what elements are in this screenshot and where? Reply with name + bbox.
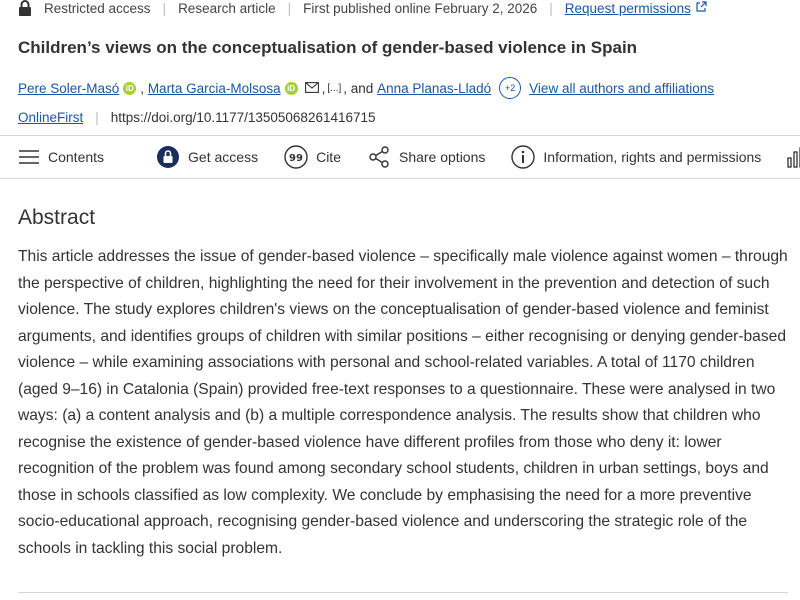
cite-button[interactable] xyxy=(284,145,341,169)
publication-date: First published online February 2, 2026 xyxy=(303,0,538,16)
get-access-button[interactable] xyxy=(156,145,258,169)
doi-row xyxy=(18,108,376,126)
menu-icon xyxy=(18,149,40,165)
contents-label: Contents xyxy=(48,149,105,165)
view-all-authors-link[interactable]: View all authors and affiliations xyxy=(529,80,715,96)
doi-text[interactable]: https://doi.org/10.1177/13505068261416715 xyxy=(110,109,376,125)
mail-icon[interactable] xyxy=(305,81,319,96)
author-separator: , xyxy=(321,80,326,96)
more-authors-badge[interactable]: +2 xyxy=(499,77,521,99)
cite-label: Cite xyxy=(316,149,341,165)
bar-chart-icon xyxy=(787,146,800,168)
share-options-button[interactable] xyxy=(367,145,485,169)
share-icon xyxy=(367,145,391,169)
author-separator: , xyxy=(140,80,148,96)
and-text: , and xyxy=(343,80,374,96)
svg-text:99: 99 xyxy=(289,153,304,164)
contents-button[interactable] xyxy=(18,149,104,165)
section-divider xyxy=(18,592,788,593)
meta-separator: | xyxy=(95,109,99,125)
article-toolbar xyxy=(0,135,800,179)
orcid-icon[interactable]: iD xyxy=(285,82,298,95)
author-link[interactable]: Anna Planas-Lladó xyxy=(377,80,492,96)
more-authors-ellipsis[interactable]: [...] xyxy=(327,82,342,94)
abstract-heading: Abstract xyxy=(18,206,96,229)
online-first-link[interactable]: OnlineFirst xyxy=(18,109,84,125)
lock-icon xyxy=(18,0,32,16)
share-label: Share options xyxy=(398,149,486,165)
meta-separator: | xyxy=(287,0,292,16)
abstract-text: This article addresses the issue of gender-based violence – specifically male violence against women – through the perspective of children, highlighting the need for their involvement in the prevention and detection of such violence. The study explores children's views on the conceptualisation of gender-based violence and feminist arguments, and identifies groups of children with similar positions – either recognising or denying gender-based violence – while examining associations with personal and school-related variables. A total of 1170 children (aged 9–16) in Catalonia (Spain) provided free-text responses to a questionnaire. These were analysed in two ways: (a) a content analysis and (b) a multiple correspondence analysis. The results show that children who recognise the existence of gender-based violence have different profiles from those who deny it: lower recognition of the problem was found among secondary school students, children in urban settings, boys and those in schools classified as low complexity. We conclude by emphasising the need for a more preventive socio-educational approach, recognising gender-based violence and underscoring the strategic role of the schools in tackling this social problem. xyxy=(18,248,788,557)
article-title: Children’s views on the conceptualisation of gender-based violence in Spain xyxy=(18,38,638,57)
info-icon xyxy=(511,145,535,169)
information-label: Information, rights and permissions xyxy=(543,149,762,165)
author-list xyxy=(18,78,714,98)
access-lock-icon xyxy=(156,145,180,169)
article-meta-row xyxy=(18,0,707,16)
metrics-button[interactable] xyxy=(787,146,800,168)
author-link[interactable]: Marta Garcia-Molsosa xyxy=(147,80,281,96)
external-link-icon xyxy=(695,1,707,16)
meta-separator: | xyxy=(549,0,553,16)
article-type: Research article xyxy=(178,0,276,16)
request-permissions-link[interactable]: Request permissions xyxy=(564,0,691,16)
access-status: Restricted access xyxy=(44,0,151,16)
get-access-label: Get access xyxy=(188,149,259,165)
quote-icon xyxy=(284,145,308,169)
author-link[interactable]: Pere Soler-Masó xyxy=(18,80,120,96)
information-button[interactable] xyxy=(511,145,761,169)
meta-separator: | xyxy=(162,0,167,16)
orcid-icon[interactable]: iD xyxy=(123,82,136,95)
